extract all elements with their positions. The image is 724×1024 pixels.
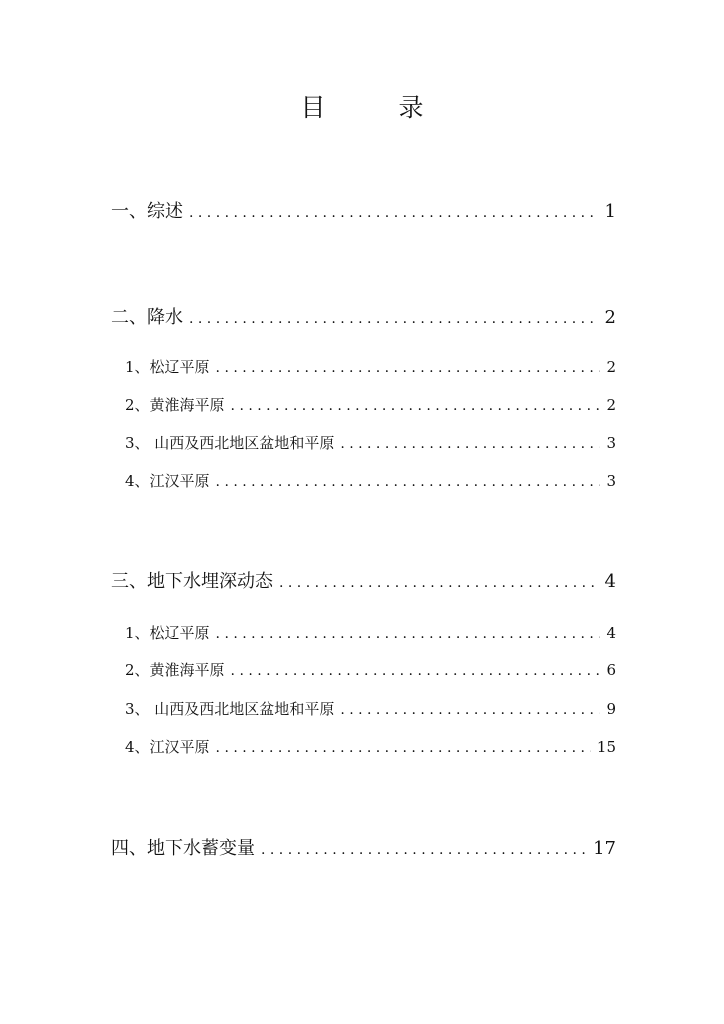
dot-leader [340,702,600,718]
toc-entry-page: 2 [606,358,616,376]
dot-leader [261,842,587,858]
toc-entry-label: 4、江汉平原 [125,738,210,756]
toc-entry-label: 3、 山西及西北地区盆地和平原 [125,700,335,718]
dot-leader [216,740,591,756]
toc-subentry-songliao-precip[interactable] [125,356,616,377]
dot-leader [279,575,599,591]
toc-entry-page: 2 [606,396,616,414]
toc-entry-label: 三、地下水埋深动态 [111,571,273,592]
toc-subentry-huanghuaihai-precip[interactable] [125,394,616,415]
toc-entry-page: 9 [606,700,616,718]
toc-entry-label: 1、松辽平原 [125,358,210,376]
toc-entry-precipitation[interactable] [111,303,616,329]
toc-subentry-shanxi-precip[interactable] [125,432,616,453]
toc-entry-page: 4 [606,624,616,642]
toc-entry-groundwater-storage[interactable] [111,834,616,860]
toc-entry-groundwater-depth[interactable] [111,567,616,593]
page-title: 目 录 [300,93,448,122]
toc-entry-page: 17 [593,838,616,859]
toc-subentry-huanghuaihai-depth[interactable] [125,659,616,680]
dot-leader [231,663,601,679]
dot-leader [216,360,601,376]
toc-entry-label: 3、 山西及西北地区盆地和平原 [125,434,335,452]
toc-entry-label: 2、黄淮海平原 [125,661,225,679]
toc-subentry-jianghan-depth[interactable] [125,736,616,757]
toc-entry-page: 3 [606,472,616,490]
toc-subentry-songliao-depth[interactable] [125,622,616,643]
dot-leader [189,205,599,221]
dot-leader [216,626,601,642]
toc-entry-label: 4、江汉平原 [125,472,210,490]
toc-subentry-shanxi-depth[interactable] [125,698,616,719]
toc-entry-page: 1 [604,201,616,222]
toc-entry-page: 6 [606,661,616,679]
dot-leader [340,436,600,452]
dot-leader [216,474,601,490]
toc-subentry-jianghan-precip[interactable] [125,470,616,491]
toc-entry-page: 4 [604,571,616,592]
toc-entry-label: 二、降水 [111,307,183,328]
dot-leader [189,311,599,327]
toc-entry-overview[interactable] [111,197,616,223]
toc-entry-page: 3 [606,434,616,452]
toc-entry-label: 四、地下水蓄变量 [111,838,255,859]
toc-entry-page: 15 [596,738,616,756]
toc-entry-label: 1、松辽平原 [125,624,210,642]
dot-leader [231,398,601,414]
toc-entry-page: 2 [604,307,616,328]
toc-entry-label: 2、黄淮海平原 [125,396,225,414]
toc-entry-label: 一、综述 [111,201,183,222]
